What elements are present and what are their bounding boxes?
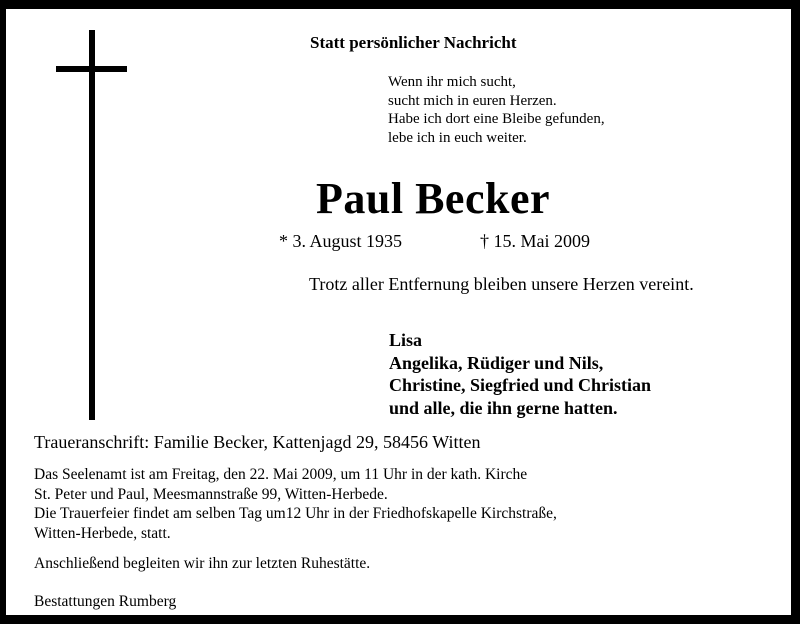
poem-line: Wenn ihr mich sucht, — [388, 74, 516, 90]
deceased-name: Paul Becker — [316, 174, 551, 223]
poem-line: Habe ich dort eine Bleibe gefunden, — [388, 111, 605, 127]
details-line: Das Seelenamt ist am Freitag, den 22. Mai 2009, um 11 Uhr in der kath. Kirche — [34, 466, 528, 483]
poem-line: lebe ich in euch weiter. — [388, 129, 527, 146]
notice-heading: Statt persönlicher Nachricht — [310, 33, 517, 52]
details-line: Die Trauerfeier findet am selben Tag um12 Uhr in der Friedhofskapelle Kirchstraße, — [34, 505, 557, 522]
poem-line: sucht mich in euren Herzen. — [388, 92, 557, 109]
service-details — [34, 465, 557, 543]
family-line: Angelika, Rüdiger und Nils, — [389, 352, 604, 373]
cross-icon-horizontal — [56, 66, 127, 72]
memorial-quote: Trotz aller Entfernung bleiben unsere Herzen vereint. — [309, 274, 694, 294]
details-line: Witten-Herbede, statt. — [34, 524, 171, 542]
details-line: St. Peter und Paul, Meesmannstraße 99, Witten-Herbede. — [34, 485, 388, 503]
burial-note: Anschließend begleiten wir ihn zur letzten Ruhestätte. — [34, 555, 371, 572]
mourning-address: Traueranschrift: Familie Becker, Kattenjagd 29, 58456 Witten — [34, 432, 481, 452]
cross-icon-vertical — [89, 30, 95, 420]
poem — [388, 73, 605, 147]
death-date: † 15. Mai 2009 — [480, 231, 590, 251]
family-line: Lisa — [389, 330, 423, 350]
birth-date: * 3. August 1935 — [279, 231, 403, 251]
family-list — [389, 329, 651, 419]
family-line: Christine, Siegfried und Christian — [389, 375, 652, 395]
undertaker-name: Bestattungen Rumberg — [34, 593, 177, 610]
family-line: und alle, die ihn gerne hatten. — [389, 397, 618, 418]
